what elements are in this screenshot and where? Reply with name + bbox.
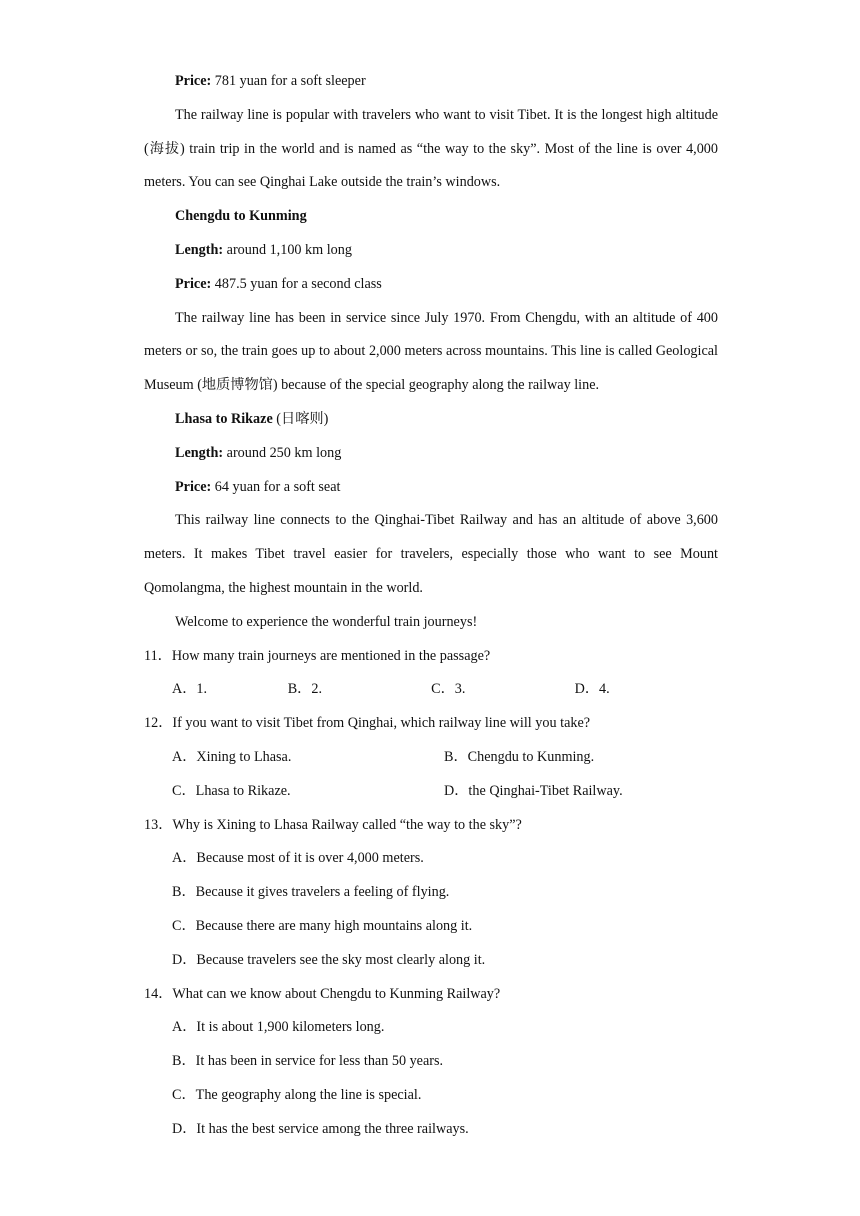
question-12-options-row2 <box>144 775 718 809</box>
section3-description: This railway line connects to the Qinghai-Tibet Railway and has an altitude of above 3,600 meters. It makes Tibet travel easier for travelers, especially those who want to see Mount Qomolangma, the highest mountain in the world. <box>144 512 718 596</box>
question-11-options <box>144 673 718 707</box>
option-b[interactable]: B．Chengdu to Kunming. <box>444 748 595 765</box>
option-a[interactable]: A．Xining to Lhasa. <box>172 748 292 765</box>
section3-title <box>144 403 718 437</box>
option-b[interactable]: B．It has been in service for less than 50 years. <box>172 1053 444 1070</box>
question-13-stem: 13．Why is Xining to Lhasa Railway called “the way to the sky”? <box>144 816 522 833</box>
section1-description: The railway line is popular with travelers who want to visit Tibet. It is the longest high altitude (海拔) train trip in the world and is named as “the way to the sky”. Most of the line is over 4,000 meters. You can see Qinghai Lake outside the train’s windows. <box>144 106 718 191</box>
question-11-stem: 11．How many train journeys are mentioned in the passage? <box>144 647 491 664</box>
price-label: Price: <box>175 73 212 89</box>
section-title-suffix: (日喀则) <box>272 410 329 427</box>
section-title: Chengdu to Kunming <box>175 208 307 225</box>
section2-price <box>144 268 718 302</box>
length-value: around 1,100 km long <box>223 241 352 258</box>
option-a[interactable]: A．It is about 1,900 kilometers long. <box>172 1019 385 1036</box>
price-label: Price: <box>175 478 212 495</box>
option-b[interactable]: B．Because it gives travelers a feeling of flying. <box>172 884 450 901</box>
option-d[interactable]: D．4. <box>574 681 610 698</box>
closing-line: Welcome to experience the wonderful train journeys! <box>175 613 478 630</box>
section2-title <box>144 200 718 234</box>
question-14-stem: 14．What can we know about Chengdu to Kunming Railway? <box>144 985 501 1002</box>
option-c[interactable]: C．Lhasa to Rikaze. <box>172 782 291 799</box>
document-content <box>144 65 718 1147</box>
price-value: 64 yuan for a soft seat <box>211 478 341 495</box>
option-a[interactable]: A．1. <box>172 681 208 698</box>
section3-length <box>144 437 718 471</box>
option-c[interactable]: C．3. <box>431 681 466 698</box>
section1-price <box>144 65 718 99</box>
section2-description: The railway line has been in service since July 1970. From Chengdu, with an altitude of 400 meters or so, the train goes up to about 2,000 meters across mountains. This line is called Geological Museum (地质博物馆) because of the special geography along the railway line. <box>144 309 718 394</box>
question-12-stem: 12．If you want to visit Tibet from Qinghai, which railway line will you take? <box>144 715 591 732</box>
length-label: Length: <box>175 241 224 258</box>
price-value: 487.5 yuan for a second class <box>211 275 382 292</box>
option-b[interactable]: B．2. <box>287 681 322 698</box>
option-c[interactable]: C．Because there are many high mountains along it. <box>172 917 473 934</box>
length-value: around 250 km long <box>223 444 342 461</box>
option-d[interactable]: D．Because travelers see the sky most clearly along it. <box>172 951 486 968</box>
option-a[interactable]: A．Because most of it is over 4,000 meters. <box>172 850 424 867</box>
section2-length <box>144 234 718 268</box>
option-d[interactable]: D．the Qinghai-Tibet Railway. <box>444 782 623 799</box>
length-label: Length: <box>175 444 224 461</box>
question-12-options-row1 <box>144 741 718 775</box>
section3-price <box>144 471 718 505</box>
option-d[interactable]: D．It has the best service among the three railways. <box>172 1120 469 1137</box>
option-c[interactable]: C．The geography along the line is special. <box>172 1086 422 1103</box>
section-title: Lhasa to Rikaze <box>175 410 273 427</box>
price-label: Price: <box>175 275 212 292</box>
price-value: 781 yuan for a soft sleeper <box>211 73 366 89</box>
